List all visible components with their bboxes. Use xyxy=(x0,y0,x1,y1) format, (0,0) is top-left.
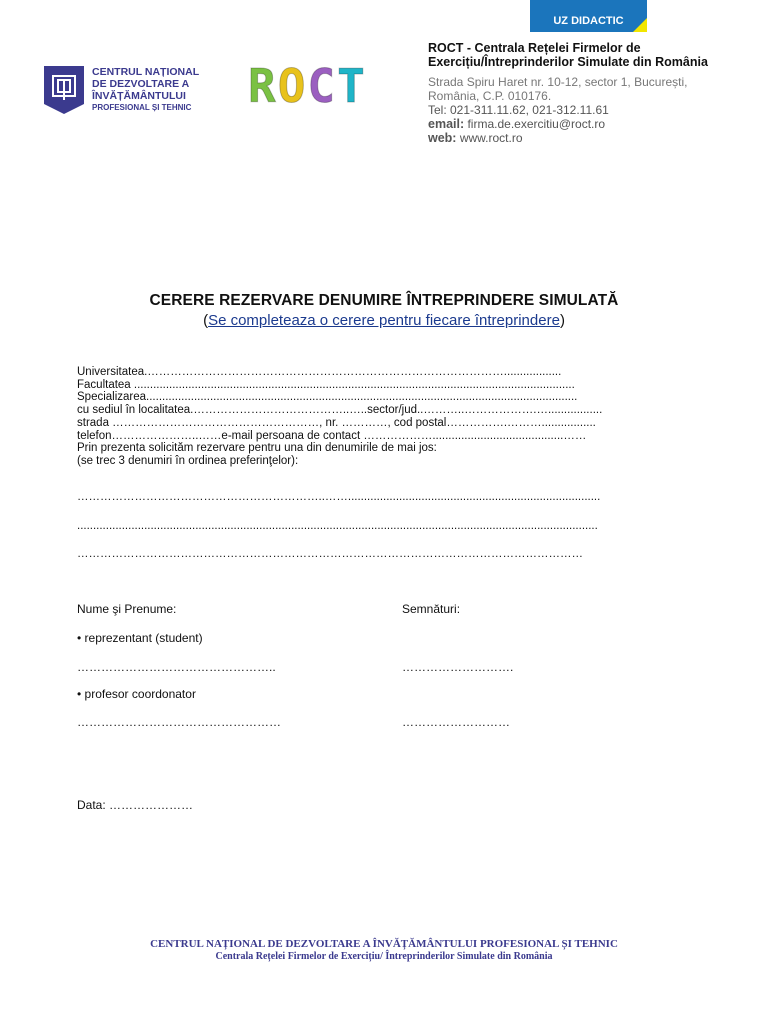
cndipt-logo xyxy=(44,66,204,116)
cndipt-logo-icon xyxy=(44,66,84,114)
request-form xyxy=(77,366,692,468)
footer-line1: CENTRUL NAȚIONAL DE DEZVOLTARE A ÎNVĂȚĂMÂNTULUI PROFESIONAL ȘI TEHNIC xyxy=(150,938,618,950)
uz-didactic-badge xyxy=(530,0,647,32)
date-field[interactable]: Data: ………………… xyxy=(77,798,194,812)
header-web-link[interactable]: www.roct.ro xyxy=(456,131,523,145)
header-address-line2: România, C.P. 010176. xyxy=(428,89,552,103)
cndipt-logo-line3: ÎNVĂȚĂMÂNTULUI xyxy=(92,90,186,102)
field-strada[interactable]: strada ………………………………………………, nr. …………, cod postal…………….………................. xyxy=(77,416,596,429)
header-tel: Tel: 021-311.11.62, 021-312.11.61 xyxy=(428,103,609,117)
profesor-name-field[interactable]: …………………………………………… xyxy=(77,715,281,729)
header-web: web: www.roct.ro xyxy=(428,131,523,145)
cndipt-logo-line1: CENTRUL NAȚIONAL xyxy=(92,66,200,78)
document-title: CERERE REZERVARE DENUMIRE ÎNTREPRINDERE SIMULATĂ xyxy=(149,292,619,309)
roct-logo xyxy=(248,60,380,112)
reprezentant-signature-field[interactable]: ………………………. xyxy=(402,660,514,674)
header-title-line2: Exercițiu/Întreprinderilor Simulate din România xyxy=(428,55,708,69)
field-universitatea[interactable]: Universitatea.………………………………………………………………………………….................. xyxy=(77,366,562,378)
reprezentant-name-field[interactable]: ………………………………………….. xyxy=(77,660,276,674)
roct-letter: T xyxy=(337,59,367,113)
header-title-line1: ROCT - Centrala Rețelei Firmelor de xyxy=(428,41,641,55)
field-sediu[interactable]: cu sediul în localitatea.…………………………………..…..sector/jud..………..……………….…................. xyxy=(77,404,603,417)
roct-letter: O xyxy=(277,59,308,113)
cndipt-logo-line4: PROFESIONAL ȘI TEHNIC xyxy=(92,103,192,112)
form-instruction: Prin prezenta solicităm rezervare pentru una din denumirile de mai jos: xyxy=(77,442,437,455)
header-email-link[interactable]: firma.de.exercitiu@roct.ro xyxy=(464,117,606,131)
roct-letter: C xyxy=(307,59,338,113)
field-name-option-3[interactable]: …………………………………………………………………………………………………………………… xyxy=(77,548,583,560)
header-email: email: firma.de.exercitiu@roct.ro xyxy=(428,117,606,131)
field-name-option-1[interactable]: ………………………………………………………..……............................................................................... xyxy=(77,491,601,503)
semnaturi-label: Semnături: xyxy=(402,602,461,616)
roct-letter: R xyxy=(248,59,278,113)
field-name-option-2[interactable]: ................................................................................................................................................................... xyxy=(77,520,598,532)
field-facultatea[interactable]: Facultatea .......................................................................................................................................... xyxy=(77,378,575,391)
document-subtitle: (Se completeaza o cerere pentru fiecare întreprindere) xyxy=(203,312,565,329)
badge-label: UZ DIDACTIC xyxy=(553,15,624,27)
form-instruction-note: (se trec 3 denumiri în ordinea preferinţelor): xyxy=(77,454,299,467)
badge-corner-decoration xyxy=(633,18,647,32)
cndipt-logo-line2: DE DEZVOLTARE A xyxy=(92,78,190,90)
header-address-line1: Strada Spiru Haret nr. 10-12, sector 1, București, xyxy=(428,75,688,89)
field-telefon[interactable]: telefon…………………..……e-mail persoana de contact ……………….........................................…… xyxy=(77,429,587,442)
profesor-label: • profesor coordonator xyxy=(77,687,196,701)
field-specializarea[interactable]: Specializarea....................................................................................................................................... xyxy=(77,391,578,404)
roct-logo-text xyxy=(248,60,380,112)
footer-line2: Centrala Rețelei Firmelor de Exercițiu/ Întreprinderilor Simulate din România xyxy=(215,951,553,962)
profesor-signature-field[interactable]: ……………………… xyxy=(402,715,510,729)
nume-prenume-label: Nume şi Prenume: xyxy=(77,602,177,616)
reprezentant-label: • reprezentant (student) xyxy=(77,631,203,645)
header-contact-block xyxy=(428,41,758,145)
